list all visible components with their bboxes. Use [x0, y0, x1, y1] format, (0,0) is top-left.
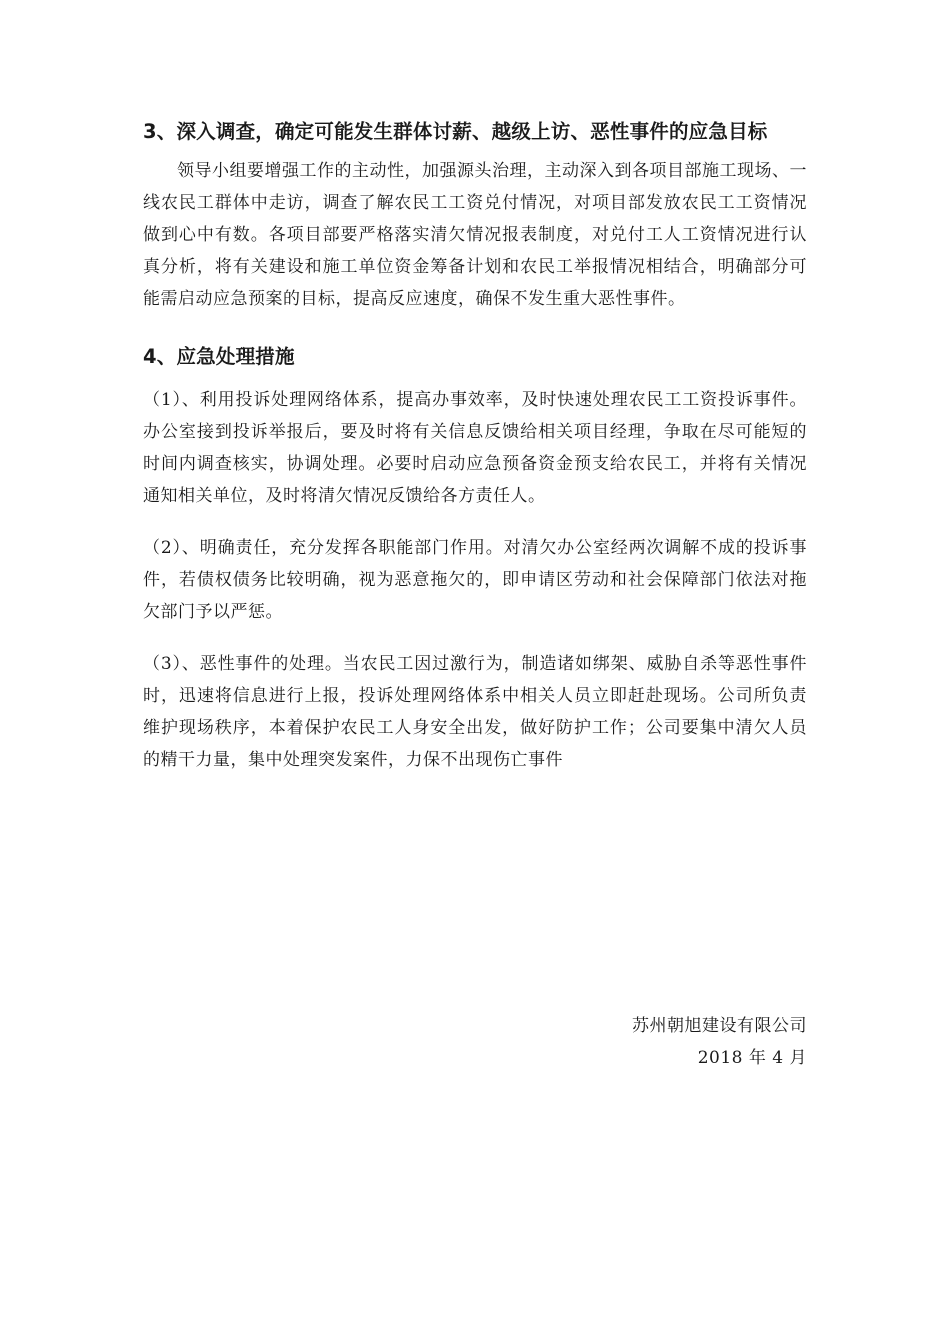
document-date: 2018 年 4 月	[697, 1048, 807, 1068]
measure-item-3: （3）、恶性事件的处理。当农民工因过激行为，制造诸如绑架、威胁自杀等恶性事件时，迅速将信息进行上报，投诉处理网络体系中相关人员立即赶赴现场。公司所负责维护现场秩序，本着保护农民工人身安全出发，做好防护工作；公司要集中清欠人员的精干力量，集中处理突发案件，力保不出现伤亡事件	[143, 654, 807, 770]
section-3-paragraph: 领导小组要增强工作的主动性，加强源头治理，主动深入到各项目部施工现场、一线农民工群体中走访，调查了解农民工工资兑付情况，对项目部发放农民工工资情况做到心中有数。各项目部要严格落实清欠情况报表制度，对兑付工人工资情况进行认真分析，将有关建设和施工单位资金筹备计划和农民工举报情况相结合，明确部分可能需启动应急预案的目标，提高反应速度，确保不发生重大恶性事件。	[143, 161, 807, 309]
company-name: 苏州朝旭建设有限公司	[632, 1016, 807, 1036]
signature-block	[632, 1010, 807, 1074]
measure-item-2: （2）、明确责任，充分发挥各职能部门作用。对清欠办公室经两次调解不成的投诉事件，若债权债务比较明确，视为恶意拖欠的，即申请区劳动和社会保障部门依法对拖欠部门予以严惩。	[143, 538, 807, 622]
section-3-heading: 3、深入调查，确定可能发生群体讨薪、越级上访、恶性事件的应急目标	[143, 120, 768, 143]
document-body	[143, 118, 807, 796]
section-4-heading: 4、应急处理措施	[143, 345, 295, 368]
measure-item-1: （1）、利用投诉处理网络体系，提高办事效率，及时快速处理农民工工资投诉事件。办公室接到投诉举报后，要及时将有关信息反馈给相关项目经理，争取在尽可能短的时间内调查核实，协调处理。必要时启动应急预备资金预支给农民工，并将有关情况通知相关单位，及时将清欠情况反馈给各方责任人。	[143, 390, 807, 506]
